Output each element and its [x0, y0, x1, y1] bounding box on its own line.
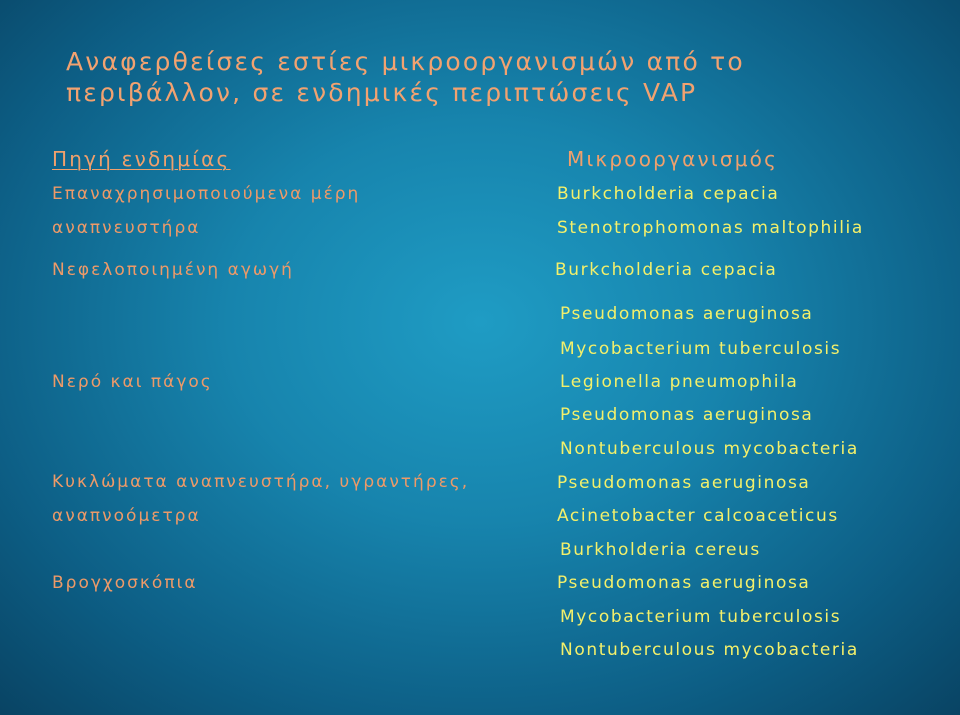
source-water-ice: Νερό και πάγος: [52, 372, 213, 392]
organism-item: Nontuberculous mycobacteria: [560, 640, 859, 660]
source-circuits-line-2: αναπνοόμετρα: [52, 506, 201, 526]
organism-item: Burkcholderia cepacia: [555, 260, 778, 280]
column-header-source: Πηγή ενδημίας: [52, 147, 231, 171]
organism-item: Pseudomonas aeruginosa: [557, 473, 811, 493]
source-bronchoscopes: Βρογχοσκόπια: [52, 573, 198, 593]
organism-item: Pseudomonas aeruginosa: [557, 573, 811, 593]
source-reusable-parts-line-2: αναπνευστήρα: [52, 218, 201, 238]
organism-item: Burkcholderia cepacia: [557, 184, 780, 204]
organism-item: Pseudomonas aeruginosa: [560, 405, 814, 425]
slide-title-line-1: Αναφερθείσες εστίες μικροοργανισμών από το: [66, 47, 745, 76]
source-nebulized: Νεφελοποιημένη αγωγή: [52, 260, 294, 280]
organism-item: Mycobacterium tuberculosis: [560, 607, 842, 627]
slide-title: [66, 46, 886, 108]
organism-item: Nontuberculous mycobacteria: [560, 439, 859, 459]
organism-item: Acinetobacter calcoaceticus: [557, 506, 839, 526]
organism-item: Stenotrophomonas maltophilia: [557, 218, 864, 238]
organism-item: Mycobacterium tuberculosis: [560, 339, 842, 359]
source-reusable-parts-line-1: Επαναχρησιμοποιούμενα μέρη: [52, 184, 361, 204]
organism-item: Pseudomonas aeruginosa: [560, 304, 814, 324]
source-circuits-line-1: Κυκλώματα αναπνευστήρα, υγραντήρες,: [52, 472, 470, 492]
organism-item: Burkholderia cereus: [560, 540, 761, 560]
slide-title-line-2: περιβάλλον, σε ενδημικές περιπτώσεις VAP: [66, 78, 698, 107]
column-header-organism: Μικροοργανισμός: [567, 147, 779, 171]
organism-item: Legionella pneumophila: [560, 372, 799, 392]
